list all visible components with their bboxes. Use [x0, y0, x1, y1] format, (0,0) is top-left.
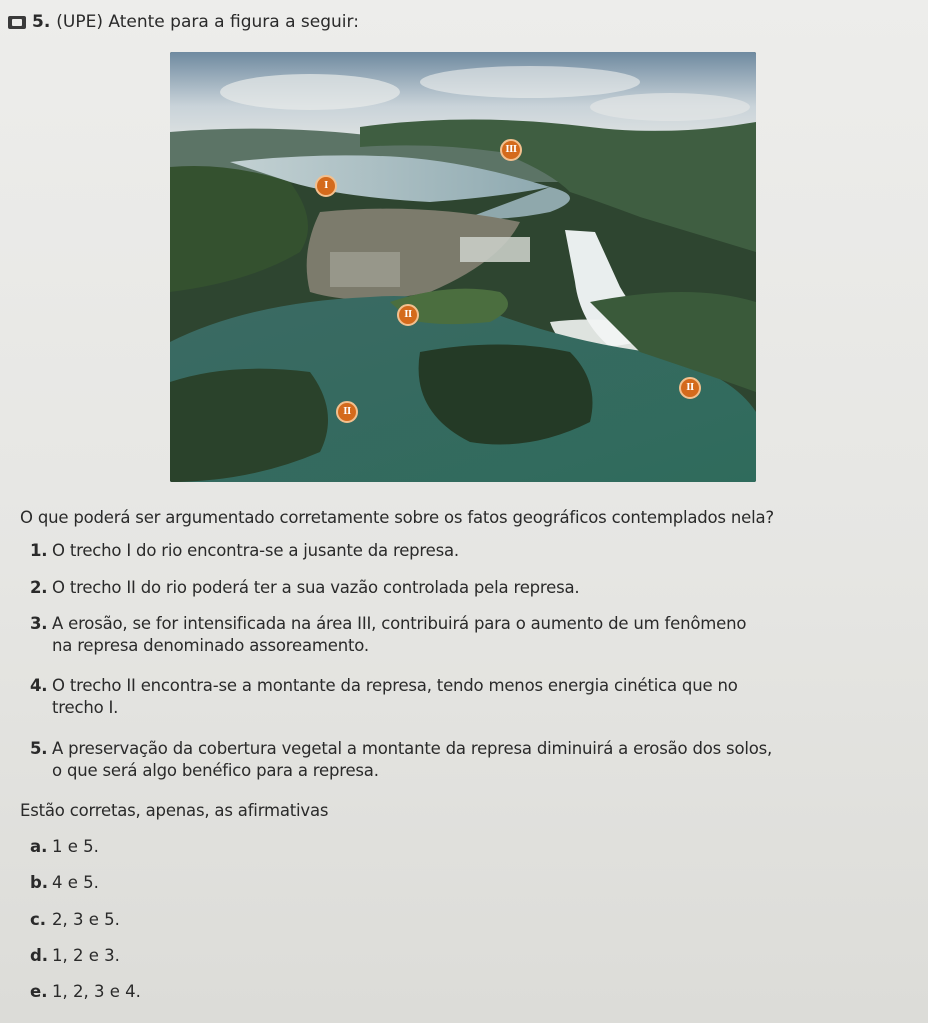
statement-number: 5. [30, 739, 48, 758]
statement-2 [30, 577, 910, 599]
dam-illustration [170, 52, 756, 482]
option-letter: c. [30, 910, 47, 929]
power-plant [460, 237, 530, 262]
statement-text: O trecho II do rio poderá ter a sua vazão controlada pela represa. [52, 578, 580, 597]
statement-text: A preservação da cobertura vegetal a montante da represa diminuirá a erosão dos solos, [52, 739, 773, 758]
statement-text: A erosão, se for intensificada na área III, contribuirá para o aumento de um fenômeno [52, 614, 747, 633]
option-letter: b. [30, 873, 49, 892]
option-text: 1, 2, 3 e 4. [52, 982, 141, 1001]
option-letter: e. [30, 982, 48, 1001]
question-number: 5. [32, 12, 51, 32]
statement-text-continuation: o que será algo benéfico para a represa. [52, 761, 379, 780]
statement-text-continuation: na represa denominado assoreamento. [52, 636, 369, 655]
option-text: 1, 2 e 3. [52, 946, 120, 965]
option-d[interactable] [30, 946, 120, 965]
option-text: 4 e 5. [52, 873, 99, 892]
question-icon [8, 16, 26, 29]
statement-number: 3. [30, 614, 48, 633]
option-letter: a. [30, 837, 48, 856]
statement-text: O trecho II encontra-se a montante da represa, tendo menos energia cinética que no [52, 676, 738, 695]
question-header [8, 12, 359, 32]
statement-4 [30, 675, 910, 719]
option-a[interactable] [30, 837, 99, 856]
option-text: 2, 3 e 5. [52, 910, 120, 929]
option-c[interactable] [30, 910, 120, 929]
statement-number: 1. [30, 541, 48, 560]
question-source-title: (UPE) Atente para a figura a seguir: [56, 12, 359, 32]
marker-III: III [500, 139, 522, 161]
marker-II-bottom: II [336, 401, 358, 423]
statement-text-continuation: trecho I. [52, 698, 119, 717]
statement-3 [30, 613, 910, 657]
statement-number: 4. [30, 676, 48, 695]
option-e[interactable] [30, 982, 141, 1001]
dam-aerial-photo [170, 52, 756, 482]
marker-II-center: II [397, 304, 419, 326]
option-text: 1 e 5. [52, 837, 99, 856]
statement-1 [30, 540, 910, 562]
question-prompt: O que poderá ser argumentado corretamente sobre os fatos geográficos contemplados nela? [20, 508, 774, 527]
answer-prompt: Estão corretas, apenas, as afirmativas [20, 801, 329, 820]
option-b[interactable] [30, 873, 99, 892]
statement-5 [30, 738, 910, 782]
marker-II-right: II [679, 377, 701, 399]
statement-text: O trecho I do rio encontra-se a jusante da represa. [52, 541, 459, 560]
statement-number: 2. [30, 578, 48, 597]
marker-I: I [315, 175, 337, 197]
option-letter: d. [30, 946, 49, 965]
